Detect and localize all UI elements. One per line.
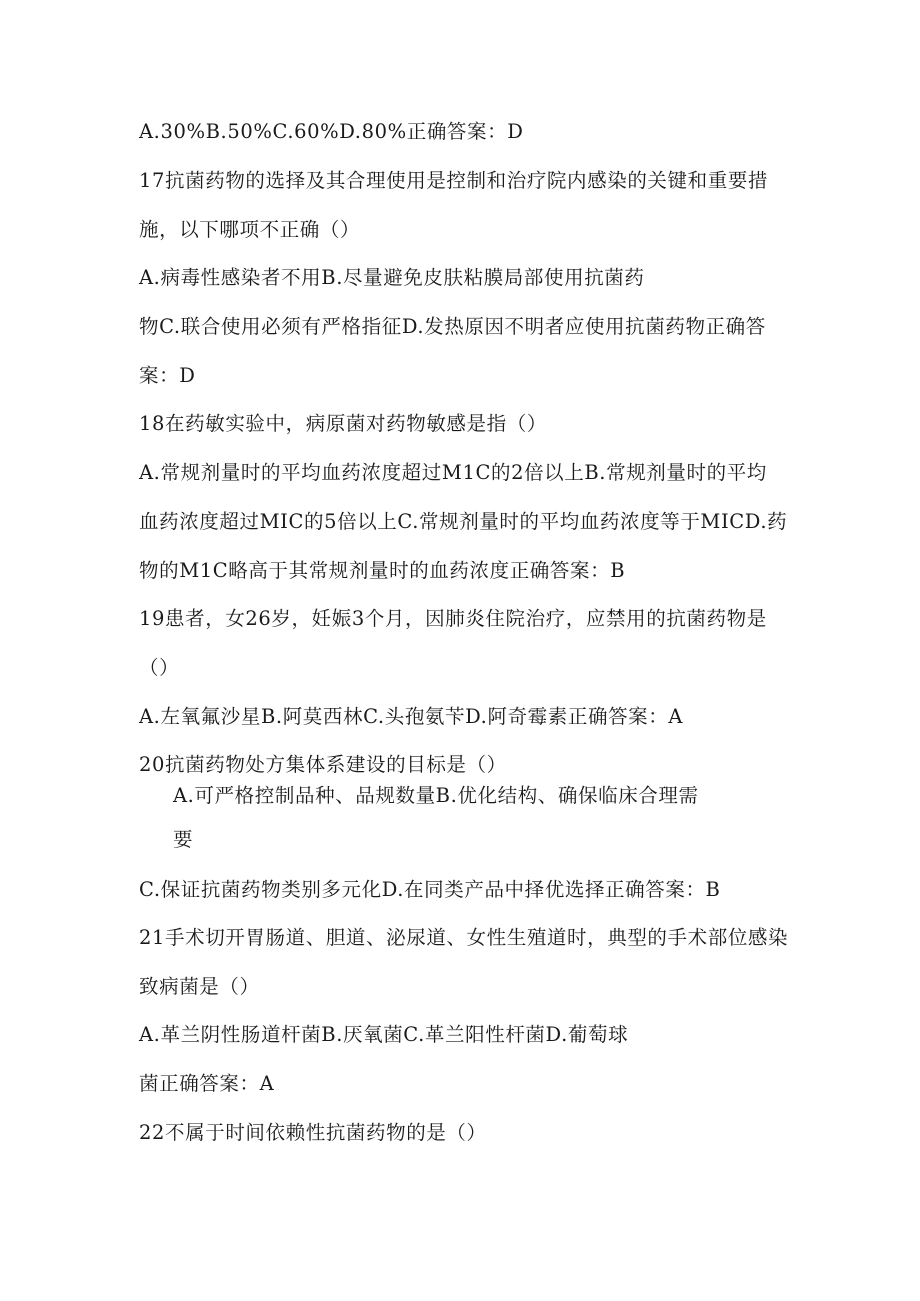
options-18-line-3: 物的M1C略高于其常规剂量时的血药浓度正确答案：B bbox=[139, 559, 626, 582]
options-19: A.左氧氟沙星B.阿莫西林C.头孢氨苄D.阿奇霉素正确答案：A bbox=[139, 705, 684, 728]
options-18-line-2: 血药浓度超过MIC的5倍以上C.常规剂量时的平均血药浓度等于MICD.药 bbox=[139, 510, 788, 533]
options-17-line-2: 物C.联合使用必须有严格指征D.发热原因不明者应使用抗菌药物正确答 bbox=[139, 315, 766, 338]
answer-17: 案：D bbox=[139, 364, 196, 387]
options-20-line-2: 要 bbox=[173, 828, 194, 851]
question-19-line-1: 19患者，女26岁，妊娠3个月，因肺炎住院治疗，应禁用的抗菌药物是 bbox=[139, 607, 767, 630]
question-21-line-1: 21手术切开胃肠道、胆道、泌尿道、女性生殖道时，典型的手术部位感染 bbox=[139, 926, 789, 949]
question-21-line-2: 致病菌是（） bbox=[139, 975, 260, 998]
question-17-line-2: 施，以下哪项不正确（） bbox=[139, 218, 361, 241]
question-18: 18在药敏实验中，病原菌对药物敏感是指（） bbox=[139, 412, 547, 435]
question-20: 20抗菌药物处方集体系建设的目标是（） bbox=[139, 753, 507, 776]
options-20-line-3: C.保证抗菌药物类别多元化D.在同类产品中择优选择正确答案：B bbox=[139, 878, 721, 901]
question-17-line-1: 17抗菌药物的选择及其合理使用是控制和治疗院内感染的关键和重要措 bbox=[139, 169, 769, 192]
options-17-line-1: A.病毒性感染者不用B.尽量避免皮肤粘膜局部使用抗菌药 bbox=[139, 266, 645, 289]
options-21-line-2: 菌正确答案：A bbox=[139, 1072, 275, 1095]
question-22: 22不属于时间依赖性抗菌药物的是（） bbox=[139, 1121, 487, 1144]
answer-line-q16: A.30%B.50%C.60%D.80%正确答案：D bbox=[139, 120, 524, 143]
options-20-line-1: A.可严格控制品种、品规数量B.优化结构、确保临床合理需 bbox=[173, 784, 699, 807]
options-21-line-1: A.革兰阴性肠道杆菌B.厌氧菌C.革兰阳性杆菌D.葡萄球 bbox=[139, 1023, 629, 1046]
question-19-line-2: （） bbox=[139, 656, 180, 679]
options-18-line-1: A.常规剂量时的平均血药浓度超过M1C的2倍以上B.常规剂量时的平均 bbox=[139, 461, 767, 484]
